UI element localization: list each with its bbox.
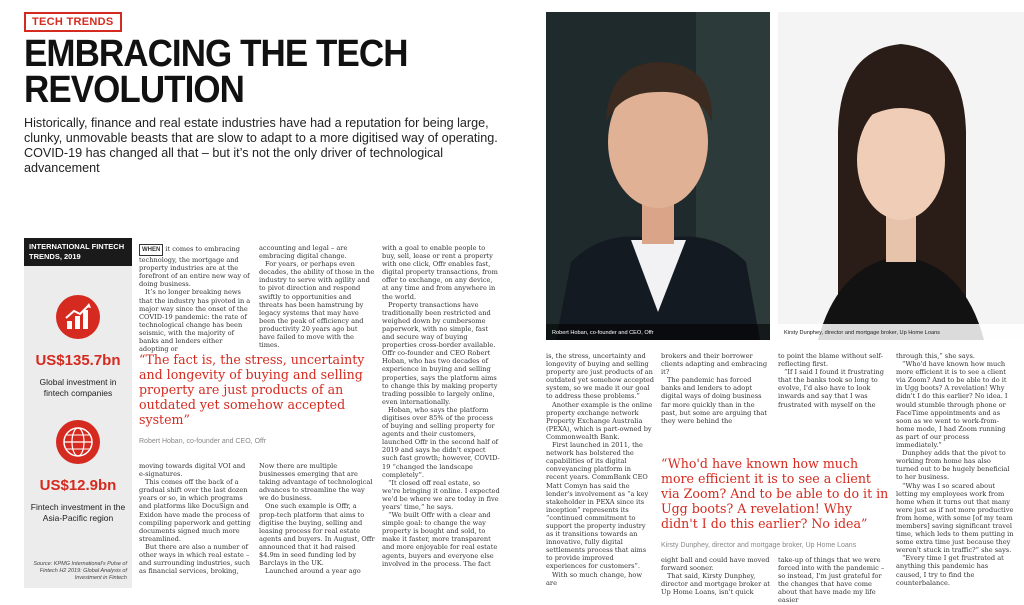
paragraph: Dunphey adds that the pivot to working from home has also turned out to be hugely beneficial to her business.	[896, 449, 1010, 482]
paragraph: For years, or perhaps even decades, the ability of those in the industry to serve with agility and to pivot direction and respond swiftly to opportunities and threats has been hamstrung by legacy systems that may have been the peak of efficiency and productivity 20 years ago but have failed to move with the times.	[259, 260, 375, 350]
paragraph: “If I said I found it frustrating that the banks took so long to evolve, I'd also have to look inwards and say that I was frustrated with myself on the	[778, 368, 884, 409]
paragraph: take-up of things that we were forced into with the pandemic – so instead, I'm just grateful for the changes that have come about that have made my life easier	[778, 556, 885, 605]
paragraph: “Who'd have known how much more efficient it is to see a client via Zoom? And to be able to do it in Ugg boots? A revelation! Why didn't I do this earlier? No idea. I would stumble through phone or FaceTime appointments and as soon as we went to work-from-home mode, I had Zoom running as part of our process immediately.”	[896, 360, 1008, 450]
woman-portrait-icon	[778, 12, 1024, 340]
paragraph: One such example is Offr, a prop-tech platform that aims to digitise the buying, selling and leasing process for real estate agents and buyers. In August, Offr announced that it had raised $4.9m in seed funding led by Barclays in the UK.	[259, 502, 375, 568]
drop-cap: WHEN	[139, 244, 163, 256]
body-column-1-top	[139, 244, 251, 353]
paragraph: First launched in 2011, the network has bolstered the capabilities of its digital conveyancing platform in recent years. CommBank CEO Matt Comyn has said the lender's involvement as “a key stakeholder in PEXA since its inception” represents its “continued commitment to support the property industry as it transitions towards an innovative, fully digital settlements process that aims to provide improved experiences for customers”.	[546, 441, 649, 571]
paragraph: to point the blame without self-reflecting first.	[778, 352, 883, 369]
paragraph: “Why was I so scared about letting my employees work from home when it turns out that many were just as if not more productive from home, with some [of my team members] saving significant travel time, which leds to them putting in some extra time just because they weren't stuck in traffic?” she says.	[896, 481, 1014, 555]
paragraph: “Every time I get frustrated at anything this pandemic has caused, I try to find the counterbalance.	[896, 554, 1004, 587]
right-column-2-bottom	[661, 556, 771, 596]
paragraph: “It closed off real estate, so we're bringing it online. I expected we'd be where we are today in five years' time,” he says.	[382, 478, 500, 511]
photo-kirsty-dunphey	[778, 12, 1024, 340]
paragraph: The pandemic has forced banks and lenders to adopt digital ways of doing business far more quickly than in the past, but some are arguing that they were behind the	[661, 376, 767, 425]
body-column-2-top	[259, 244, 375, 349]
paragraph: brokers and their borrower clients adapting and embracing it?	[661, 352, 768, 377]
paragraph: accounting and legal – are embracing digital change.	[259, 244, 348, 261]
right-column-3-top	[778, 352, 888, 409]
paragraph: through this,” she says.	[896, 352, 975, 360]
globe-icon	[55, 419, 101, 465]
sidebar-source: Source: KPMG International's Pulse of Fintech H2 2019: Global Analysis of Investment in Fintech	[33, 561, 127, 581]
paragraph: Property transactions have traditionally been restricted and weighed down by cumbersome paperwork, with no simple, fast and secure way of buying properties cross-border available. Offr co-founder and CEO Robert Hoban, who has two decades of experience in buying and selling properties, says the platform aims to change this by making property trading possible to largely online, even internationally.	[382, 300, 498, 406]
paragraph: Launched around a year ago	[265, 567, 361, 576]
paragraph: It’s no longer breaking news that the industry has pivoted in a major way since the onset of the COVID-19 pandemic: the rate of technological change has been seismic, with the majority of banks and lenders either adopting or	[139, 288, 251, 354]
paragraph: eight ball and could have moved forward sooner.	[661, 556, 770, 573]
stat-1-label: Global investment in fintech companies	[39, 377, 117, 398]
headline	[24, 33, 484, 111]
paragraph: This comes off the back of a gradual shift over the last dozen years or so, in which programs and platforms like DocuSign and Exidon have made the process of compiling paperwork and getting documents signed much more streamlined.	[139, 478, 251, 543]
sidebar-title: INTERNATIONAL FINTECH TRENDS, 2019	[24, 238, 132, 266]
man-portrait-icon	[546, 12, 770, 340]
paragraph: Another example is the online property exchange network Property Exchange Australia (PEXA), which is part-owned by Commonwealth Bank.	[546, 400, 653, 441]
stat-2-value: US$12.9bn	[39, 477, 117, 494]
photo-2-caption: Kirsty Dunphey, director and mortgage broker, Up Home Loans	[784, 330, 940, 336]
pull-quote-hoban-attribution: Robert Hoban, co-founder and CEO, Offr	[139, 438, 267, 445]
paragraph: Hoban, who says the platform digitises over 85% of the process of buying and selling property for agents and their customers, launched Offr in the second half of 2019 and says he didn't expect such fast growth; however, COVID-19 “changed the landscape completely”.	[382, 405, 500, 479]
right-column-4	[896, 352, 1014, 587]
photo-robert-hoban	[546, 12, 770, 340]
paragraph: With so much change, how are	[546, 570, 643, 587]
right-column-3-bottom	[778, 556, 888, 605]
body-column-2-bottom	[259, 462, 375, 575]
pull-quote-dunphey-attribution: Kirsty Dunphey, director and mortgage broker, Up Home Loans	[661, 542, 857, 549]
paragraph: moving towards digital VOI and e-signatures.	[139, 462, 246, 479]
headline-line-2: REVOLUTION	[24, 69, 244, 111]
headline-line-1: EMBRACING THE TECH	[24, 33, 408, 75]
pull-quote-hoban: “The fact is, the stress, uncertainty and longevity of buying and selling property are just products of an outdated yet somehow accepted system”	[139, 352, 365, 427]
paragraph: “We built Offr with a clear and simple goal: to change the way property is bought and sold, to make it faster, more transparent and more enjoyable for real estate agents, buyers and everyone else involved in the process. The fact	[382, 511, 498, 568]
pull-quote-dunphey: “Who'd have known how much more efficient it is to see a client via Zoom? And to be able to do it in Ugg boots? A revelation! Why didn't I do this earlier? No idea”	[661, 456, 889, 531]
body-column-3	[382, 244, 500, 568]
right-column-2-top	[661, 352, 771, 425]
section-tag: TECH TRENDS	[24, 12, 122, 32]
paragraph: is, the stress, uncertainty and longevity of buying and selling property are just products of an outdated yet somehow accepted system, so we made it our goal to address these problems.”	[546, 352, 654, 401]
right-page	[532, 0, 1024, 605]
paragraph: with a goal to enable people to buy, sell, lease or rent a property with one click, Offr enables fast, digital property transactions, from offer to exchange, on any device, at any time and from anywhere in the world.	[382, 244, 498, 301]
body-column-1-bottom	[139, 462, 253, 575]
paragraph: But there are also a number of other ways in which real estate – and surrounding industries, such as financial services, broking,	[139, 542, 250, 576]
fintech-sidebar	[24, 238, 132, 588]
right-column-1	[546, 352, 654, 587]
paragraph: Now there are multiple businesses emerging that are taking advantage of technological advances to streamline the way we do business.	[259, 462, 373, 503]
standfirst: Historically, finance and real estate industries have had a reputation for being large, clunky, unmovable beasts that are slow to adapt to a more digitised way of operating. COVID-19 has changed all that – but it’s not the only driver of technological advancement	[24, 116, 498, 175]
stat-1-value: US$135.7bn	[35, 352, 121, 369]
paragraph: WHEN it comes to embracing technology, the mortgage and property industries are at the forefront of an entire new way of doing business.	[139, 245, 250, 289]
stat-2-label: Fintech investment in the Asia-Pacific region	[30, 502, 126, 523]
growth-chart-icon	[55, 294, 101, 340]
photo-1-caption: Robert Hoban, co-founder and CEO, Offr	[552, 330, 654, 336]
paragraph: That said, Kirsty Dunphey, director and mortgage broker at Up Home Loans, isn't quick	[661, 572, 770, 597]
